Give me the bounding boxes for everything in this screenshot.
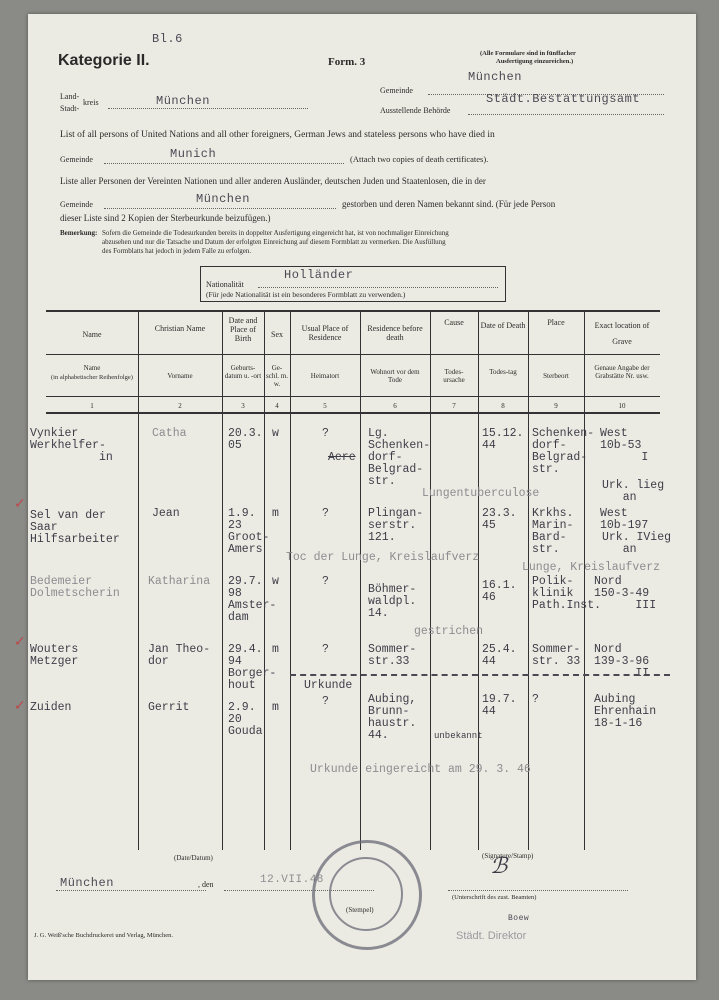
intro-de-line3: dieser Liste sind 2 Kopien der Sterbeurkunde beizufügen.) <box>60 213 271 223</box>
footer-place: München <box>60 876 114 890</box>
category-title: Kategorie II. <box>58 52 150 69</box>
cell-strike: Aere <box>328 451 356 464</box>
official-stamp-icon <box>312 840 422 950</box>
col-usual-en: Usual Place of Residence <box>301 324 349 342</box>
col-christian-de: Vorname <box>167 372 193 380</box>
document-page <box>14 14 696 980</box>
col-sex-de: Ge-schl. m. w. <box>266 364 288 388</box>
cell-geburt: 1.9. 23 Groot- Amers <box>228 507 270 556</box>
cell-sterbeort: Sommer- str. 33 <box>532 643 581 668</box>
col-sex-en: Sex <box>271 330 283 339</box>
cell-sex: w <box>272 575 279 588</box>
cell-sex: m <box>272 643 279 656</box>
cell-grab: Nord 150-3-49 III <box>594 575 657 612</box>
col-cause-en: Cause <box>444 318 464 327</box>
check-mark-icon: ✓ <box>14 698 26 714</box>
col-death-de: Todes-tag <box>489 368 517 376</box>
nationality-note: (Für jede Nationalität ist ein besonderes Formblatt zu verwenden.) <box>206 290 406 299</box>
cell-sterbeort: Polik- klinik Path.Inst. <box>532 575 602 612</box>
col-christian-en: Christian Name <box>154 324 206 333</box>
cell-name: Zuiden <box>30 701 72 714</box>
behoerde-label: Ausstellende Behörde <box>380 106 451 115</box>
sheet-number: Bl.6 <box>152 32 183 46</box>
cell-grab: West 10b-197 <box>600 507 649 532</box>
cell-wohnort: Aubing, Brunn- haustr. 44. <box>368 693 417 742</box>
cell-sterbeort: Krkhs. Marin- Bard- str. <box>532 507 574 556</box>
date-label: (Date/Datum) <box>174 854 213 862</box>
col-birth-en: Date and Place of Birth <box>228 316 258 343</box>
urkunde-note: Urkunde eingereicht am 29. 3. 46 <box>310 763 531 776</box>
cell-urk: Urkunde <box>304 679 353 692</box>
col-num-10: 10 <box>618 402 626 410</box>
cell-ursache: Lunge, Kreislaufverz <box>522 561 661 574</box>
intro-de-line1: Liste aller Personen der Vereinten Nationen und aller anderen Ausländer, deutschen Juden und Staatenlosen, die in der <box>60 176 486 186</box>
intro-de-line2-rest: gestorben und deren Namen bekannt sind. (Für jede Person <box>342 199 556 209</box>
col-grave-de: Genaue Angabe der Grabstätte Nr. usw. <box>594 364 650 380</box>
cell-heimat: ? <box>322 507 329 520</box>
col-residence-en: Residence before death <box>367 324 423 342</box>
col-usual-de: Heimatort <box>310 372 340 380</box>
col-name-de: Name <box>83 364 101 372</box>
cell-grab: West 10b-53 I <box>600 427 649 464</box>
col-cause-de: Todes-ursache <box>443 368 465 384</box>
cell-vorname: Jean <box>152 507 180 520</box>
cell-name: Wouters Metzger <box>30 643 79 668</box>
copies-note-1: (Alle Formulare sind in fünffacher <box>480 50 576 57</box>
footer-den: , den <box>198 880 214 889</box>
intro-en-gemeinde-label: Gemeinde <box>60 155 93 164</box>
cell-name: Vynkier Werkhelfer- in <box>30 427 113 464</box>
cell-vorname: Gerrit <box>148 701 190 714</box>
cell-ursache-note: gestrichen <box>414 625 484 638</box>
col-num-9: 9 <box>554 402 558 410</box>
land-label: Land- <box>60 92 80 101</box>
director-title: Städt. Direktor <box>456 930 527 942</box>
col-name-en: Name <box>82 330 102 339</box>
copies-note-2: Ausfertigung einzureichen.) <box>496 58 574 65</box>
unterschrift-label: (Unterschrift des zust. Beamten) <box>452 894 537 901</box>
col-name-de-sub: (in alphabetischer Reihenfolge) <box>51 374 133 381</box>
col-residence-de: Wohnort vor dem Tode <box>370 368 420 384</box>
cell-urk: Urk. lieg an <box>602 479 665 504</box>
cell-wohnort: Plingan- serstr. 121. <box>368 507 424 544</box>
cell-todestag: 25.4. 44 <box>482 643 517 668</box>
col-num-5: 5 <box>323 402 327 410</box>
cell-heimat: ? <box>322 695 329 708</box>
cell-heimat: ? <box>322 575 329 588</box>
cell-sex: w <box>272 427 279 440</box>
handwritten-signature: ℬ <box>490 854 508 879</box>
cell-wohnort: Lg. Schenken- dorf- Belgrad- str. <box>368 427 431 488</box>
behoerde-value: Städt.Bestattungsamt <box>486 92 641 106</box>
cell-urk: Urk. IVieg an <box>602 531 672 556</box>
col-birth-de: Geburts-datum u. -ort <box>224 364 262 380</box>
cell-wohnort: Böhmer- waldpl. 14. <box>368 583 417 620</box>
col-place-en: Place <box>547 318 565 327</box>
cell-name: Sel van der Saar Hilfsarbeiter <box>30 509 120 546</box>
cell-heimat: ? <box>322 643 329 656</box>
col-num-3: 3 <box>241 402 245 410</box>
cell-todestag: 16.1. 46 <box>482 579 517 604</box>
cell-vorname: Jan Theo- dor <box>148 643 211 668</box>
gemeinde-label: Gemeinde <box>380 86 413 95</box>
cell-ursache: unbekannt <box>434 731 483 741</box>
nationality-label: Nationalität <box>206 280 244 289</box>
cell-todestag: 15.12. 44 <box>482 427 524 452</box>
col-num-7: 7 <box>452 402 456 410</box>
cell-ursache: Lungentuberculose <box>422 487 540 500</box>
col-num-6: 6 <box>393 402 397 410</box>
intro-de-gemeinde-value: München <box>196 192 250 206</box>
cell-sterbeort: Schenken- dorf- Belgrad- str. <box>532 427 595 476</box>
cell-todestag: 19.7. 44 <box>482 693 517 718</box>
footer-date: 12.VII.48 <box>260 874 324 886</box>
cell-sex: m <box>272 507 279 520</box>
col-num-4: 4 <box>275 402 279 410</box>
cell-name: Bedemeier Dolmetscherin <box>30 575 120 600</box>
cell-sex: m <box>272 701 279 714</box>
form-number: Form. 3 <box>328 56 366 68</box>
bemerkung-1: Sofern die Gemeinde die Todesurkunden bereits in doppelter Ausfertigung eingereicht hat, ist von nochmaliger Einreichung <box>102 229 449 237</box>
col-num-8: 8 <box>501 402 505 410</box>
col-grave-en: Exact location of Grave <box>594 321 650 346</box>
kreis-label: kreis <box>83 98 99 107</box>
bemerkung-2: abzusehen und nur die Tatsache und Datum der erfolgten Einreichung auf diesem Formblatt zu vermerken. Die Ausfüllung <box>102 238 446 246</box>
intro-en-gemeinde-value: Munich <box>170 147 217 161</box>
intro-de-gemeinde-label: Gemeinde <box>60 200 93 209</box>
signature-label: (Signature/Stamp) <box>482 852 534 860</box>
cell-sterbeort: ? <box>532 693 539 706</box>
cell-heimat: ? <box>322 427 329 440</box>
cell-ursache: Toc der Lunge, Kreislaufverz <box>286 551 480 564</box>
col-num-1: 1 <box>90 402 94 410</box>
col-num-2: 2 <box>178 402 182 410</box>
cell-vorname: Catha <box>152 427 187 440</box>
stadt-label: Stadt- <box>60 104 80 113</box>
col-place-de: Sterbeort <box>543 372 569 380</box>
signature-name: Boew <box>508 914 530 923</box>
printer-imprint: J. G. Weiß'sche Buchdruckerei und Verlag, München. <box>34 932 174 939</box>
cell-geburt: 29.7. 98 Amster- dam <box>228 575 277 624</box>
intro-en-attach: (Attach two copies of death certificates). <box>350 154 489 164</box>
bemerkung-3: des Formblatts hat jedoch in jedem Falle zu erfolgen. <box>102 247 252 255</box>
cell-grab: Nord 139-3-96 II <box>594 643 650 680</box>
cell-todestag: 23.3. 45 <box>482 507 517 532</box>
cell-wohnort: Sommer- str.33 <box>368 643 417 668</box>
check-mark-icon: ✓ <box>14 634 26 650</box>
gemeinde-value: München <box>468 70 522 84</box>
cell-geburt: 29.4. 94 Borger- hout <box>228 643 277 692</box>
check-mark-icon: ✓ <box>14 496 26 512</box>
cell-geburt: 2.9. 20 Gouda <box>228 701 263 738</box>
cell-grab: Aubing Ehrenhain 18-1-16 <box>594 693 657 730</box>
col-death-en: Date of Death <box>480 321 526 330</box>
bemerkung-label: Bemerkung: <box>60 229 98 237</box>
cell-geburt: 20.3. 05 <box>228 427 263 452</box>
kreis-value: München <box>156 94 210 108</box>
stempel-label: (Stempel) <box>346 906 374 914</box>
nationality-value: Holländer <box>284 268 354 282</box>
cell-vorname: Katharina <box>148 575 211 588</box>
intro-en-line1: List of all persons of United Nations and all other foreigners, German Jews and stateless persons who have died in <box>60 130 495 140</box>
